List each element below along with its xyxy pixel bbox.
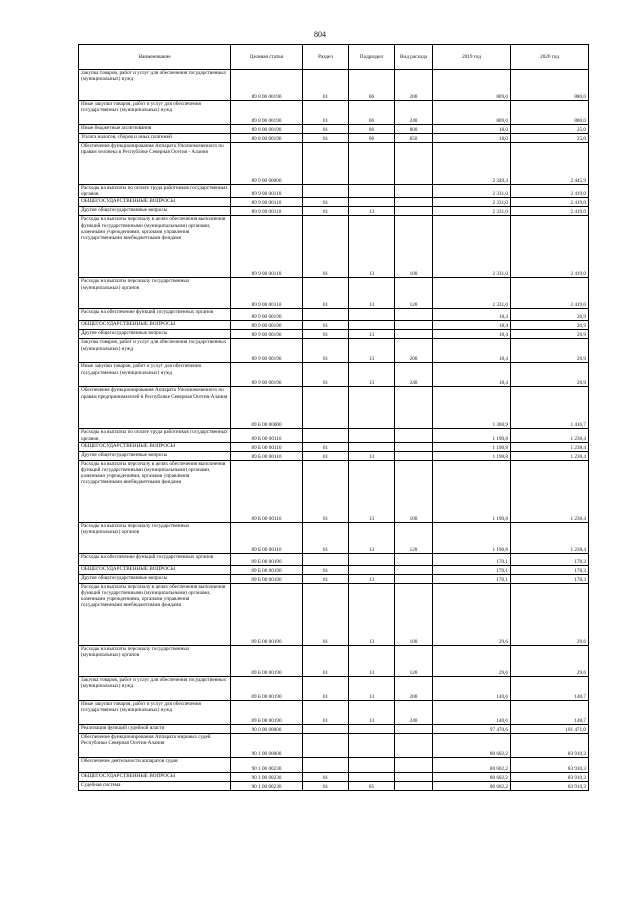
row-subsection <box>349 143 395 185</box>
row-subsection: 13 <box>349 339 395 363</box>
row-subsection: 13 <box>349 216 395 278</box>
row-name: Другие общегосударственные вопросы <box>79 330 231 339</box>
row-name: ОБЩЕГОСУДАРСТВЕННЫЕ ВОПРОСЫ <box>79 442 231 451</box>
row-value-2019: 80 602,2 <box>433 772 511 781</box>
row-name: ОБЩЕГОСУДАРСТВЕННЫЕ ВОПРОСЫ <box>79 321 231 330</box>
row-expense-type: 200 <box>395 676 433 700</box>
row-name: Обеспечение функционирования Аппарата мировых судей Республики Северная Осетия-Алания <box>79 733 231 757</box>
row-name: ОБЩЕГОСУДАРСТВЕННЫЕ ВОПРОСЫ <box>79 198 231 207</box>
row-value-2019: 2 331,0 <box>433 207 511 216</box>
row-section: 01 <box>303 460 349 522</box>
row-name: Обеспечение функционирования Аппарата Уполномоченного по правам человека в Республике Северная Осетия - Алания <box>79 143 231 185</box>
row-value-2019: 2 331,0 <box>433 185 511 198</box>
table-row <box>79 733 589 757</box>
row-section <box>303 309 349 321</box>
row-article: 89 9 00 00110 <box>231 216 303 278</box>
row-article: 89 9 00 00110 <box>231 198 303 207</box>
row-name: Иные закупки товаров, работ и услуг для обеспечения государственных (муниципальных) нужд <box>79 363 231 387</box>
table-row <box>79 724 589 733</box>
row-name: Расходы на выплаты по оплате труда работников государственных органов <box>79 185 231 198</box>
row-expense-type <box>395 198 433 207</box>
row-value-2019: 170,1 <box>433 565 511 574</box>
row-value-2019: 1 190,8 <box>433 429 511 442</box>
row-name: Расходы на обеспечение функций государственных органов <box>79 553 231 565</box>
row-article: 89 Б 00 00110 <box>231 429 303 442</box>
row-article: 90 1 00 00230 <box>231 757 303 772</box>
row-article: 89 Б 00 00190 <box>231 645 303 676</box>
row-value-2019: 2 349,4 <box>433 143 511 185</box>
row-value-2020: 1 238,4 <box>511 460 589 522</box>
row-value-2020: 148,7 <box>511 676 589 700</box>
row-value-2020: 25,0 <box>511 125 589 134</box>
table-row <box>79 330 589 339</box>
row-value-2019: 80 602,2 <box>433 733 511 757</box>
row-value-2019: 140,6 <box>433 700 511 724</box>
row-article: 89 8 00 00190 <box>231 101 303 125</box>
row-name: Другие общегосударственные вопросы <box>79 574 231 583</box>
table-row <box>79 522 589 553</box>
row-section: 01 <box>303 442 349 451</box>
row-value-2019: 2 331,0 <box>433 216 511 278</box>
row-section: 01 <box>303 216 349 278</box>
row-subsection <box>349 757 395 772</box>
row-value-2019: 2 331,0 <box>433 278 511 309</box>
row-name: Расходы на выплаты персоналу в целях обеспечения выполнения функций государственными (муниципальными) органами, казенными учреждениями, органами управления государственными внебюджетными фондами <box>79 583 231 645</box>
row-section: 01 <box>303 278 349 309</box>
col-header-expense-type: Вид расхода <box>395 45 433 70</box>
row-value-2020: 25,0 <box>511 134 589 143</box>
row-name: Иные закупки товаров, работ и услуг для обеспечения государственных (муниципальных) нужд <box>79 101 231 125</box>
table-row <box>79 278 589 309</box>
row-article: 89 Б 00 00190 <box>231 676 303 700</box>
row-section: 01 <box>303 125 349 134</box>
table-row <box>79 553 589 565</box>
row-value-2019: 18,0 <box>433 134 511 143</box>
row-article: 89 9 00 00190 <box>231 330 303 339</box>
row-value-2019: 18,4 <box>433 363 511 387</box>
row-section: 01 <box>303 574 349 583</box>
row-section: 01 <box>303 451 349 460</box>
row-value-2020: 26,9 <box>511 309 589 321</box>
row-value-2020: 880,0 <box>511 70 589 101</box>
row-subsection <box>349 772 395 781</box>
row-section: 01 <box>303 134 349 143</box>
row-expense-type <box>395 442 433 451</box>
table-row <box>79 429 589 442</box>
row-expense-type <box>395 553 433 565</box>
row-subsection: 13 <box>349 522 395 553</box>
row-article: 89 8 00 00190 <box>231 134 303 143</box>
row-section: 01 <box>303 583 349 645</box>
row-value-2020: 83 910,3 <box>511 781 589 790</box>
row-expense-type: 800 <box>395 125 433 134</box>
row-value-2020: 178,3 <box>511 574 589 583</box>
table-row <box>79 757 589 772</box>
row-value-2019: 1 190,8 <box>433 451 511 460</box>
row-value-2020: 2 419,0 <box>511 216 589 278</box>
row-name: Реализация функций судебной власти <box>79 724 231 733</box>
row-article: 89 9 00 00190 <box>231 321 303 330</box>
table-row <box>79 134 589 143</box>
row-value-2020: 178,3 <box>511 553 589 565</box>
row-expense-type: 120 <box>395 645 433 676</box>
table-row <box>79 781 589 790</box>
row-section <box>303 143 349 185</box>
row-subsection: 06 <box>349 101 395 125</box>
row-value-2020: 1 238,4 <box>511 451 589 460</box>
budget-table <box>78 44 589 791</box>
row-value-2019: 1 190,8 <box>433 460 511 522</box>
row-value-2020: 26,9 <box>511 363 589 387</box>
row-value-2019: 140,6 <box>433 676 511 700</box>
row-subsection: 13 <box>349 700 395 724</box>
row-article: 89 Б 00 00110 <box>231 460 303 522</box>
row-section <box>303 733 349 757</box>
row-value-2020: 26,9 <box>511 330 589 339</box>
row-name: Расходы на выплаты персоналу государственных (муниципальных) органов <box>79 522 231 553</box>
table-row <box>79 387 589 429</box>
row-section <box>303 724 349 733</box>
row-value-2020: 2 445,9 <box>511 143 589 185</box>
row-subsection: 13 <box>349 645 395 676</box>
col-header-name: Наименование <box>79 45 231 70</box>
row-expense-type <box>395 185 433 198</box>
row-value-2019: 18,4 <box>433 321 511 330</box>
row-subsection <box>349 442 395 451</box>
table-row <box>79 772 589 781</box>
row-section: 01 <box>303 565 349 574</box>
col-header-2019: 2019 год <box>433 45 511 70</box>
row-article: 89 Б 00 00000 <box>231 387 303 429</box>
row-subsection <box>349 198 395 207</box>
row-expense-type <box>395 565 433 574</box>
row-subsection <box>349 321 395 330</box>
row-expense-type <box>395 429 433 442</box>
row-section: 01 <box>303 321 349 330</box>
row-expense-type: 100 <box>395 216 433 278</box>
row-expense-type: 120 <box>395 522 433 553</box>
row-value-2019: 18,4 <box>433 309 511 321</box>
row-value-2020: 880,0 <box>511 101 589 125</box>
row-section: 01 <box>303 522 349 553</box>
row-value-2019: 80 602,2 <box>433 757 511 772</box>
row-expense-type <box>395 330 433 339</box>
table-row <box>79 207 589 216</box>
row-section: 01 <box>303 101 349 125</box>
col-header-article: Целевая статья <box>231 45 303 70</box>
row-expense-type <box>395 733 433 757</box>
row-article: 89 Б 00 00190 <box>231 565 303 574</box>
row-value-2019: 18,0 <box>433 125 511 134</box>
row-value-2020: 2 419,0 <box>511 207 589 216</box>
row-subsection: 13 <box>349 451 395 460</box>
row-section: 01 <box>303 700 349 724</box>
row-value-2019: 29,6 <box>433 583 511 645</box>
row-name: Расходы на выплаты персоналу в целях обеспечения выполнения функций государственными (муниципальными) органами, казенными учреждениями, органами управления государственными внебюджетными фондами <box>79 216 231 278</box>
row-section: 01 <box>303 207 349 216</box>
table-row <box>79 185 589 198</box>
row-value-2020: 2 419,0 <box>511 185 589 198</box>
row-value-2020: 101 471,0 <box>511 724 589 733</box>
row-name: Другие общегосударственные вопросы <box>79 207 231 216</box>
row-value-2020: 26,9 <box>511 321 589 330</box>
row-section <box>303 185 349 198</box>
row-name: Иные закупки товаров, работ и услуг для обеспечения государственных (муниципальных) нужд <box>79 700 231 724</box>
table-header-row <box>79 45 589 70</box>
row-value-2020: 1 238,4 <box>511 522 589 553</box>
row-subsection: 06 <box>349 125 395 134</box>
row-expense-type <box>395 724 433 733</box>
row-subsection: 13 <box>349 460 395 522</box>
row-subsection: 05 <box>349 781 395 790</box>
row-name: Закупка товаров, работ и услуг для обеспечения государственных (муниципальных) нужд <box>79 339 231 363</box>
table-row <box>79 451 589 460</box>
row-article: 89 9 00 00190 <box>231 363 303 387</box>
row-subsection: 13 <box>349 278 395 309</box>
row-article: 90 1 00 00230 <box>231 781 303 790</box>
row-expense-type <box>395 757 433 772</box>
row-value-2020: 148,7 <box>511 700 589 724</box>
row-expense-type: 240 <box>395 101 433 125</box>
row-section <box>303 429 349 442</box>
row-subsection: 06 <box>349 134 395 143</box>
row-subsection: 13 <box>349 207 395 216</box>
row-subsection <box>349 429 395 442</box>
table-row <box>79 645 589 676</box>
row-value-2020: 29,6 <box>511 583 589 645</box>
row-value-2019: 809,0 <box>433 101 511 125</box>
row-expense-type: 100 <box>395 460 433 522</box>
row-expense-type: 240 <box>395 363 433 387</box>
row-name: Уплата налогов, сборов и иных платежей <box>79 134 231 143</box>
row-value-2020: 1 238,4 <box>511 429 589 442</box>
row-value-2019: 170,1 <box>433 553 511 565</box>
row-expense-type <box>395 321 433 330</box>
row-value-2019: 97 470,6 <box>433 724 511 733</box>
row-value-2019: 29,6 <box>433 645 511 676</box>
row-name: Закупка товаров, работ и услуг для обеспечения государственных (муниципальных) нужд <box>79 676 231 700</box>
row-name: ОБЩЕГОСУДАРСТВЕННЫЕ ВОПРОСЫ <box>79 772 231 781</box>
row-expense-type <box>395 574 433 583</box>
row-article: 90 1 00 00000 <box>231 733 303 757</box>
row-value-2020: 1 416,7 <box>511 387 589 429</box>
row-value-2020: 83 910,3 <box>511 757 589 772</box>
table-row <box>79 321 589 330</box>
row-article: 89 Б 00 00190 <box>231 553 303 565</box>
row-expense-type: 100 <box>395 583 433 645</box>
row-value-2019: 2 331,0 <box>433 198 511 207</box>
row-article: 89 Б 00 00110 <box>231 442 303 451</box>
row-value-2019: 18,4 <box>433 339 511 363</box>
row-value-2020: 29,6 <box>511 645 589 676</box>
row-article: 89 Б 00 00190 <box>231 583 303 645</box>
row-subsection <box>349 733 395 757</box>
row-value-2019: 809,0 <box>433 70 511 101</box>
row-article: 89 Б 00 00190 <box>231 700 303 724</box>
table-row <box>79 565 589 574</box>
row-value-2019: 170,1 <box>433 574 511 583</box>
row-section <box>303 757 349 772</box>
row-article: 89 Б 00 00190 <box>231 574 303 583</box>
row-name: Обеспечение деятельности аппаратов судов <box>79 757 231 772</box>
row-article: 90 1 00 00230 <box>231 772 303 781</box>
row-subsection <box>349 185 395 198</box>
row-subsection: 13 <box>349 574 395 583</box>
row-section: 01 <box>303 781 349 790</box>
table-row <box>79 198 589 207</box>
row-subsection: 13 <box>349 676 395 700</box>
row-value-2020: 2 419,0 <box>511 278 589 309</box>
row-expense-type <box>395 781 433 790</box>
table-row <box>79 143 589 185</box>
row-article: 89 9 00 00000 <box>231 143 303 185</box>
row-section <box>303 553 349 565</box>
table-row <box>79 460 589 522</box>
row-value-2020: 26,9 <box>511 339 589 363</box>
row-expense-type: 850 <box>395 134 433 143</box>
table-row <box>79 574 589 583</box>
row-section <box>303 387 349 429</box>
page-number: 804 <box>314 30 326 39</box>
table-row <box>79 101 589 125</box>
row-name: Расходы на обеспечение функций государственных органов <box>79 309 231 321</box>
row-value-2019: 80 602,2 <box>433 781 511 790</box>
row-expense-type <box>395 387 433 429</box>
row-article: 90 0 00 00000 <box>231 724 303 733</box>
row-expense-type <box>395 772 433 781</box>
row-subsection: 13 <box>349 583 395 645</box>
row-subsection: 06 <box>349 70 395 101</box>
row-name: Расходы на выплаты персоналу государственных (муниципальных) органов <box>79 278 231 309</box>
table-row <box>79 216 589 278</box>
row-article: 89 Б 00 00110 <box>231 451 303 460</box>
row-value-2019: 1 360,9 <box>433 387 511 429</box>
row-value-2019: 1 190,8 <box>433 522 511 553</box>
row-article: 89 8 00 00190 <box>231 125 303 134</box>
row-article: 89 9 00 00190 <box>231 339 303 363</box>
row-section: 01 <box>303 70 349 101</box>
row-section: 01 <box>303 330 349 339</box>
row-subsection <box>349 387 395 429</box>
table-row <box>79 442 589 451</box>
row-article: 89 Б 00 00110 <box>231 522 303 553</box>
row-section: 01 <box>303 676 349 700</box>
row-article: 89 9 00 00110 <box>231 185 303 198</box>
row-name: Расходы на выплаты по оплате труда работников государственных органов <box>79 429 231 442</box>
row-value-2020: 2 419,0 <box>511 198 589 207</box>
row-value-2019: 18,4 <box>433 330 511 339</box>
row-section: 01 <box>303 339 349 363</box>
row-expense-type <box>395 207 433 216</box>
col-header-2020: 2020 год <box>511 45 589 70</box>
row-value-2019: 1 190,8 <box>433 442 511 451</box>
row-article: 89 9 00 00110 <box>231 278 303 309</box>
row-subsection: 13 <box>349 330 395 339</box>
row-name: ОБЩЕГОСУДАРСТВЕННЫЕ ВОПРОСЫ <box>79 565 231 574</box>
row-section: 01 <box>303 198 349 207</box>
row-subsection <box>349 565 395 574</box>
col-header-section: Раздел <box>303 45 349 70</box>
row-article: 89 9 00 00190 <box>231 309 303 321</box>
row-name: Обеспечение функционирования Аппарата Уполномоченного по правам предпринимателей в Республике Северная Осетия-Алания <box>79 387 231 429</box>
table-row <box>79 70 589 101</box>
row-section: 01 <box>303 645 349 676</box>
table-row <box>79 700 589 724</box>
row-expense-type <box>395 143 433 185</box>
row-name: Закупка товаров, работ и услуг для обеспечения государственных (муниципальных) нужд <box>79 70 231 101</box>
row-value-2020: 83 910,3 <box>511 772 589 781</box>
row-expense-type: 240 <box>395 700 433 724</box>
row-expense-type: 120 <box>395 278 433 309</box>
row-name: Расходы на выплаты персоналу государственных (муниципальных) органов <box>79 645 231 676</box>
table-row <box>79 363 589 387</box>
row-subsection <box>349 309 395 321</box>
row-value-2020: 178,3 <box>511 565 589 574</box>
row-article: 89 9 00 00110 <box>231 207 303 216</box>
row-expense-type <box>395 451 433 460</box>
row-section: 01 <box>303 772 349 781</box>
row-value-2020: 83 910,3 <box>511 733 589 757</box>
table-row <box>79 309 589 321</box>
row-article: 89 8 00 00190 <box>231 70 303 101</box>
row-expense-type: 200 <box>395 339 433 363</box>
row-name: Иные бюджетные ассигнования <box>79 125 231 134</box>
row-value-2020: 1 238,4 <box>511 442 589 451</box>
row-subsection <box>349 553 395 565</box>
row-name: Другие общегосударственные вопросы <box>79 451 231 460</box>
row-expense-type <box>395 309 433 321</box>
table-row <box>79 339 589 363</box>
table-row <box>79 125 589 134</box>
row-name: Расходы на выплаты персоналу в целях обеспечения выполнения функций государственными (муниципальными) органами, казенными учреждениями, органами управления государственными внебюджетными фондами <box>79 460 231 522</box>
row-subsection: 13 <box>349 363 395 387</box>
col-header-subsection: Подраздел <box>349 45 395 70</box>
row-section: 01 <box>303 363 349 387</box>
table-row <box>79 583 589 645</box>
row-name: Судебная система <box>79 781 231 790</box>
table-row <box>79 676 589 700</box>
row-expense-type: 200 <box>395 70 433 101</box>
row-subsection <box>349 724 395 733</box>
